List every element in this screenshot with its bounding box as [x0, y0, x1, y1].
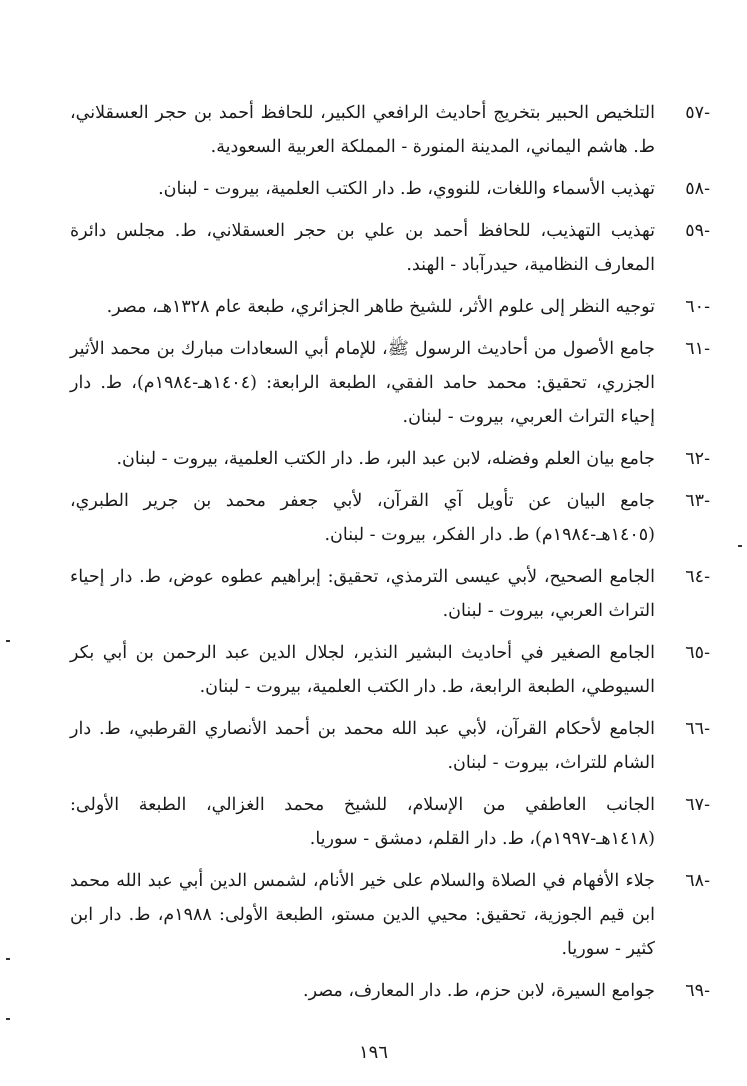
entry-text: الجامع الصغير في أحاديث البشير النذير، لجلال الدين عبد الرحمن بن أبي بكر السيوطي، الطبعة الرابعة، ط. دار الكتب العلمية، بيروت - لبنان.	[70, 643, 655, 697]
entry-text: جوامع السيرة، لابن حزم، ط. دار المعارف، مصر.	[303, 981, 655, 1001]
entry-number: -٦٧	[685, 795, 710, 815]
entry-text: الجانب العاطفي من الإسلام، للشيخ محمد الغزالي، الطبعة الأولى: (١٤١٨هـ-١٩٩٧م)، ط. دار القلم، دمشق - سوريا.	[70, 795, 655, 849]
entry-number: -٥٩	[685, 221, 710, 241]
entry-text: جلاء الأفهام في الصلاة والسلام على خير الأنام، لشمس الدين أبي عبد الله محمد ابن قيم الجوزية، تحقيق: محيي الدين مستو، الطبعة الأولى: ١٩٨٨م، ط. دار ابن كثير - سوريا.	[70, 871, 655, 959]
entry-text: توجيه النظر إلى علوم الأثر، للشيخ طاهر الجزائري، طبعة عام ١٣٢٨هـ، مصر.	[106, 297, 655, 317]
bibliography-entry	[70, 788, 710, 856]
entry-text: تهذيب التهذيب، للحافظ أحمد بن علي بن حجر العسقلاني، ط. مجلس دائرة المعارف النظامية، حيدرآباد - الهند.	[70, 221, 655, 275]
bibliography-entry	[70, 636, 710, 704]
entry-text: جامع البيان عن تأويل آي القرآن، لأبي جعفر محمد بن جرير الطبري، (١٤٠٥هـ-١٩٨٤م) ط. دار الفكر، بيروت - لبنان.	[70, 491, 655, 545]
entry-number: -٥٧	[685, 103, 710, 123]
entry-number: -٦٢	[685, 449, 710, 469]
bibliography-list	[70, 96, 710, 1008]
bibliography-entry	[70, 96, 710, 164]
bibliography-entry	[70, 864, 710, 966]
entry-text: الجامع الصحيح، لأبي عيسى الترمذي، تحقيق: إبراهيم عطوه عوض، ط. دار إحياء التراث العربي، بيروت - لبنان.	[70, 567, 655, 621]
entry-number: -٦٥	[685, 643, 710, 663]
bibliography-entry	[70, 560, 710, 628]
entry-number: -٦١	[685, 339, 710, 359]
entry-number: -٦٩	[685, 981, 710, 1001]
entry-number: -٦٤	[685, 567, 710, 587]
entry-text: جامع بيان العلم وفضله، لابن عبد البر، ط. دار الكتب العلمية، بيروت - لبنان.	[116, 449, 655, 469]
entry-text: الجامع لأحكام القرآن، لأبي عبد الله محمد بن أحمد الأنصاري القرطبي، ط. دار الشام للتراث، بيروت - لبنان.	[70, 719, 655, 773]
bibliography-entry	[70, 484, 710, 552]
entry-number: -٦٣	[685, 491, 710, 511]
bibliography-entry	[70, 974, 710, 1008]
scan-mark	[6, 958, 10, 960]
entry-text: تهذيب الأسماء واللغات، للنووي، ط. دار الكتب العلمية، بيروت - لبنان.	[158, 179, 655, 199]
entry-text: جامع الأصول من أحاديث الرسول ﷺ، للإمام أبي السعادات مبارك بن محمد الأثير الجزري، تحقيق: محمد حامد الفقي، الطبعة الرابعة: (١٤٠٤هـ-١٩٨٤م)، ط. دار إحياء التراث العربي، بيروت - لبنان.	[70, 339, 655, 427]
entry-number: -٦٨	[685, 871, 710, 891]
scan-mark	[6, 1018, 10, 1020]
scan-mark	[6, 640, 10, 642]
bibliography-entry	[70, 214, 710, 282]
bibliography-entry	[70, 332, 710, 434]
scan-mark	[738, 545, 742, 547]
bibliography-entry	[70, 290, 710, 324]
bibliography-entry	[70, 712, 710, 780]
bibliography-entry	[70, 442, 710, 476]
bibliography-entry	[70, 172, 710, 206]
entry-number: -٦٠	[685, 297, 710, 317]
entry-number: -٥٨	[685, 179, 710, 199]
page-number: ١٩٦	[358, 1042, 388, 1063]
entry-number: -٦٦	[685, 719, 710, 739]
entry-text: التلخيص الحبير بتخريج أحاديث الرافعي الكبير، للحافظ أحمد بن حجر العسقلاني، ط. هاشم اليماني، المدينة المنورة - المملكة العربية السعودية.	[70, 103, 655, 157]
